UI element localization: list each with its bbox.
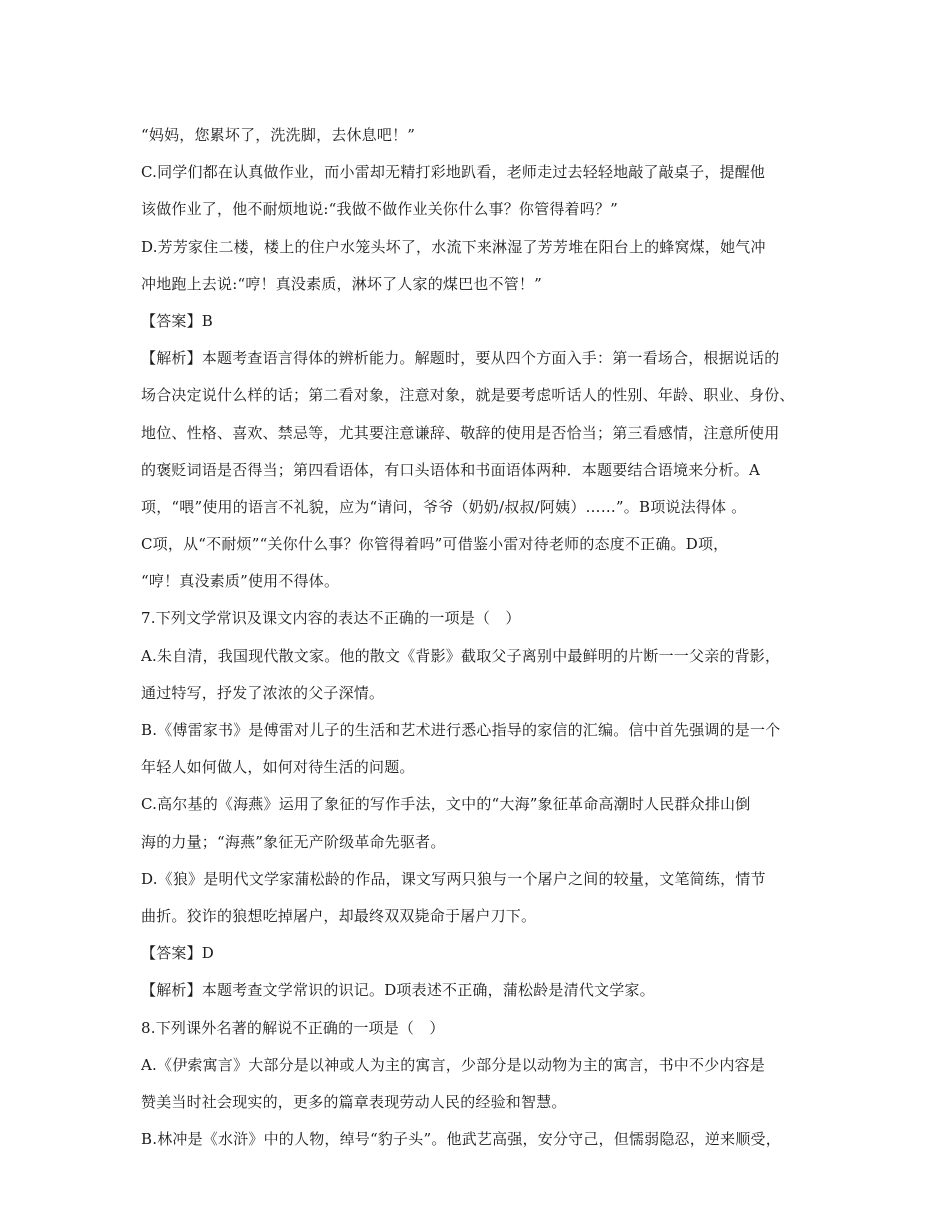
answer-label: 【答案】B	[141, 311, 214, 330]
text-line: C.同学们都在认真做作业，而小雷却无精打彩地趴看，老师走过去轻轻地敲了敲桌子，提醒他	[141, 163, 766, 182]
analysis-line: 地位、性格、喜欢、禁忌等，尤其要注意谦辞、敬辞的使用是否恰当；第三看感情，注意所使用	[141, 423, 780, 442]
answer-label: 【答案】D	[141, 944, 215, 963]
text-line: D.芳芳家住二楼，楼上的住户水笼头坏了，水流下来淋湿了芳芳堆在阳台上的蜂窝煤，她气冲	[141, 237, 766, 256]
text-line: 冲地跑上去说:“哼！真没素质，淋坏了人家的煤巴也不管！”	[141, 274, 542, 293]
analysis-line: 【解析】本题考查文学常识的识记。D项表述不正确，蒲松龄是清代文学家。	[141, 981, 655, 1000]
option-line: A.朱自清，我国现代散文家。他的散文《背影》截取父子离别中最鲜明的片断一一父亲的背影，	[141, 646, 781, 665]
analysis-line: 场合决定说什么样的话；第二看对象，注意对象，就是要考虑听话人的性别、年龄、职业、身份、	[141, 386, 795, 405]
document-body	[141, 122, 821, 1163]
question-8-stem: 8.下列课外名著的解说不正确的一项是（ ）	[141, 1018, 445, 1037]
option-line: A.《伊索寓言》大部分是以神或人为主的寓言，少部分是以动物为主的寓言，书中不少内容是	[141, 1055, 766, 1074]
option-line: 通过特写，抒发了浓浓的父子深情。	[141, 683, 385, 702]
analysis-line: 【解析】本题考查语言得体的辨析能力。解题时，要从四个方面入手：第一看场合，根据说话的	[141, 349, 780, 368]
text-line: “妈妈，您累坏了，洗洗脚，去休息吧！”	[141, 126, 416, 144]
option-line: 曲折。狡诈的狼想吃掉屠户，却最终双双毙命于屠户刀下。	[141, 906, 537, 925]
option-line: 赞美当时社会现实的，更多的篇章表现劳动人民的经验和智慧。	[141, 1092, 567, 1111]
option-line: B.《傅雷家书》是傅雷对儿子的生活和艺术进行悉心指导的家信的汇编。信中首先强调的是一个	[141, 721, 781, 739]
option-line: C.高尔基的《海燕》运用了象征的写作手法，文中的“大海”象征革命高潮时人民群众排山倒	[141, 795, 751, 814]
option-line: B.林冲是《水浒》中的人物，绰号“豹子头”。他武艺高强，安分守己，但懦弱隐忍，逆来顺受，	[141, 1130, 781, 1149]
option-line: 年轻人如何做人，如何对待生活的问题。	[141, 758, 415, 777]
analysis-line: 的褒贬词语是否得当；第四看语体，有口头语体和书面语体两种．本题要结合语境来分析。A	[141, 460, 761, 479]
option-line: D.《狼》是明代文学家蒲松龄的作品，课文写两只狼与一个屠户之间的较量，文笔简练，情节	[141, 869, 766, 888]
analysis-line: 项，“喂”使用的语言不礼貌，应为“请问，爷爷（奶奶/叔叔/阿姨）……”。B项说法得体 。	[141, 497, 747, 516]
option-line: 海的力量；“海燕”象征无产阶级革命先驱者。	[141, 832, 446, 851]
question-7-stem: 7.下列文学常识及课文内容的表达不正确的一项是（ ）	[141, 609, 521, 628]
analysis-line: “哼！真没素质”使用不得体。	[141, 572, 340, 591]
text-line: 该做作业了，他不耐烦地说:“我做不做作业关你什么事？你管得着吗？”	[141, 200, 618, 219]
analysis-line: C项，从“不耐烦”“关你什么事？你管得着吗”可借鉴小雷对待老师的态度不正确。D项，	[141, 535, 729, 554]
